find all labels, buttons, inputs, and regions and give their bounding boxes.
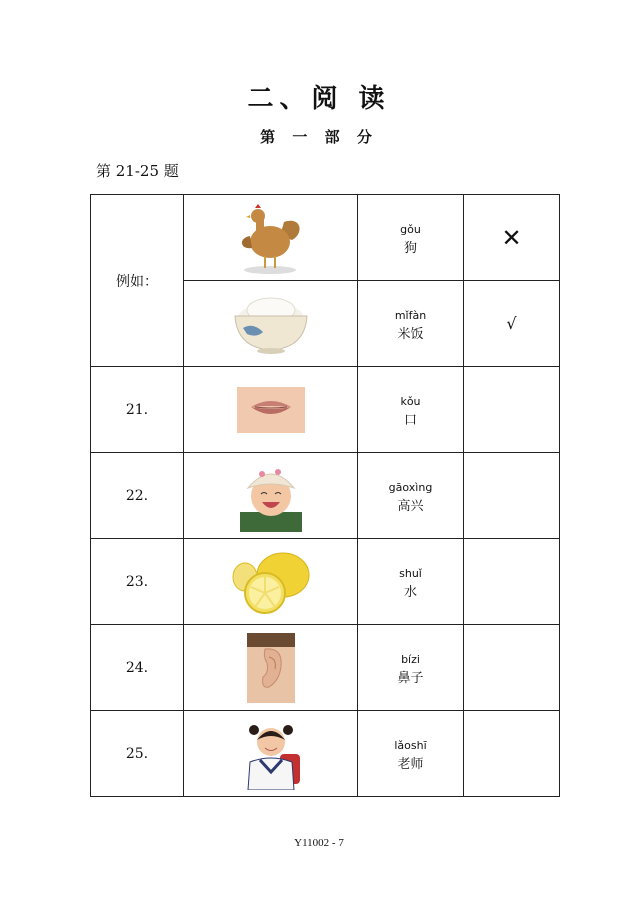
- lemon-icon: [229, 549, 313, 615]
- hanzi-text: 口: [403, 413, 417, 428]
- word-cell: [358, 281, 464, 367]
- image-cell: [184, 281, 358, 367]
- example-label: 例如：: [91, 195, 184, 367]
- question-number: 25.: [91, 711, 184, 797]
- check-mark-icon: √: [506, 314, 517, 333]
- table-row: [91, 539, 560, 625]
- pinyin-text: bízi: [401, 653, 420, 666]
- table-row: [91, 195, 560, 281]
- question-table: [90, 194, 560, 797]
- pinyin-text: shuǐ: [399, 567, 422, 580]
- part-title: 第 一 部 分: [260, 128, 378, 146]
- rice-bowl-icon: [229, 292, 313, 356]
- question-number: 23.: [91, 539, 184, 625]
- question-number: 21.: [91, 367, 184, 453]
- table-row: [91, 367, 560, 453]
- pinyin-text: gǒu: [400, 223, 421, 236]
- table-row: [91, 453, 560, 539]
- word-cell: [358, 453, 464, 539]
- chicken-icon: [236, 200, 306, 276]
- answer-cell[interactable]: [464, 281, 560, 367]
- answer-cell[interactable]: [464, 539, 560, 625]
- image-cell: [184, 367, 358, 453]
- table-row: [91, 711, 560, 797]
- hanzi-text: 老师: [397, 757, 424, 772]
- laughing-child-icon: [240, 460, 302, 532]
- word-cell: [358, 367, 464, 453]
- page-footer: Y11002 - 7: [294, 837, 344, 849]
- answer-cell[interactable]: [464, 625, 560, 711]
- section-title: 二、阅 读: [247, 84, 391, 114]
- ear-icon: [247, 633, 295, 703]
- pinyin-text: kǒu: [400, 395, 421, 408]
- cross-mark-icon: ✕: [501, 223, 522, 252]
- pinyin-text: gāoxìng: [388, 481, 433, 494]
- word-cell: [358, 625, 464, 711]
- image-cell: [184, 195, 358, 281]
- question-number: 22.: [91, 453, 184, 539]
- word-cell: [358, 711, 464, 797]
- word-cell: [358, 195, 464, 281]
- image-cell: [184, 711, 358, 797]
- answer-cell[interactable]: [464, 195, 560, 281]
- schoolgirl-icon: [240, 718, 302, 790]
- pinyin-text: mǐfàn: [394, 309, 427, 322]
- answer-cell[interactable]: [464, 367, 560, 453]
- answer-cell[interactable]: [464, 711, 560, 797]
- question-number: 24.: [91, 625, 184, 711]
- image-cell: [184, 453, 358, 539]
- image-cell: [184, 625, 358, 711]
- table-row: [91, 625, 560, 711]
- hanzi-text: 鼻子: [397, 671, 424, 686]
- hanzi-text: 高兴: [397, 499, 424, 514]
- pinyin-text: lǎoshī: [394, 739, 427, 752]
- hanzi-text: 水: [403, 585, 417, 600]
- word-cell: [358, 539, 464, 625]
- mouth-icon: [237, 387, 305, 433]
- question-range: 第 21-25 题: [96, 162, 179, 180]
- hanzi-text: 米饭: [397, 327, 424, 342]
- image-cell: [184, 539, 358, 625]
- hanzi-text: 狗: [403, 241, 417, 256]
- answer-cell[interactable]: [464, 453, 560, 539]
